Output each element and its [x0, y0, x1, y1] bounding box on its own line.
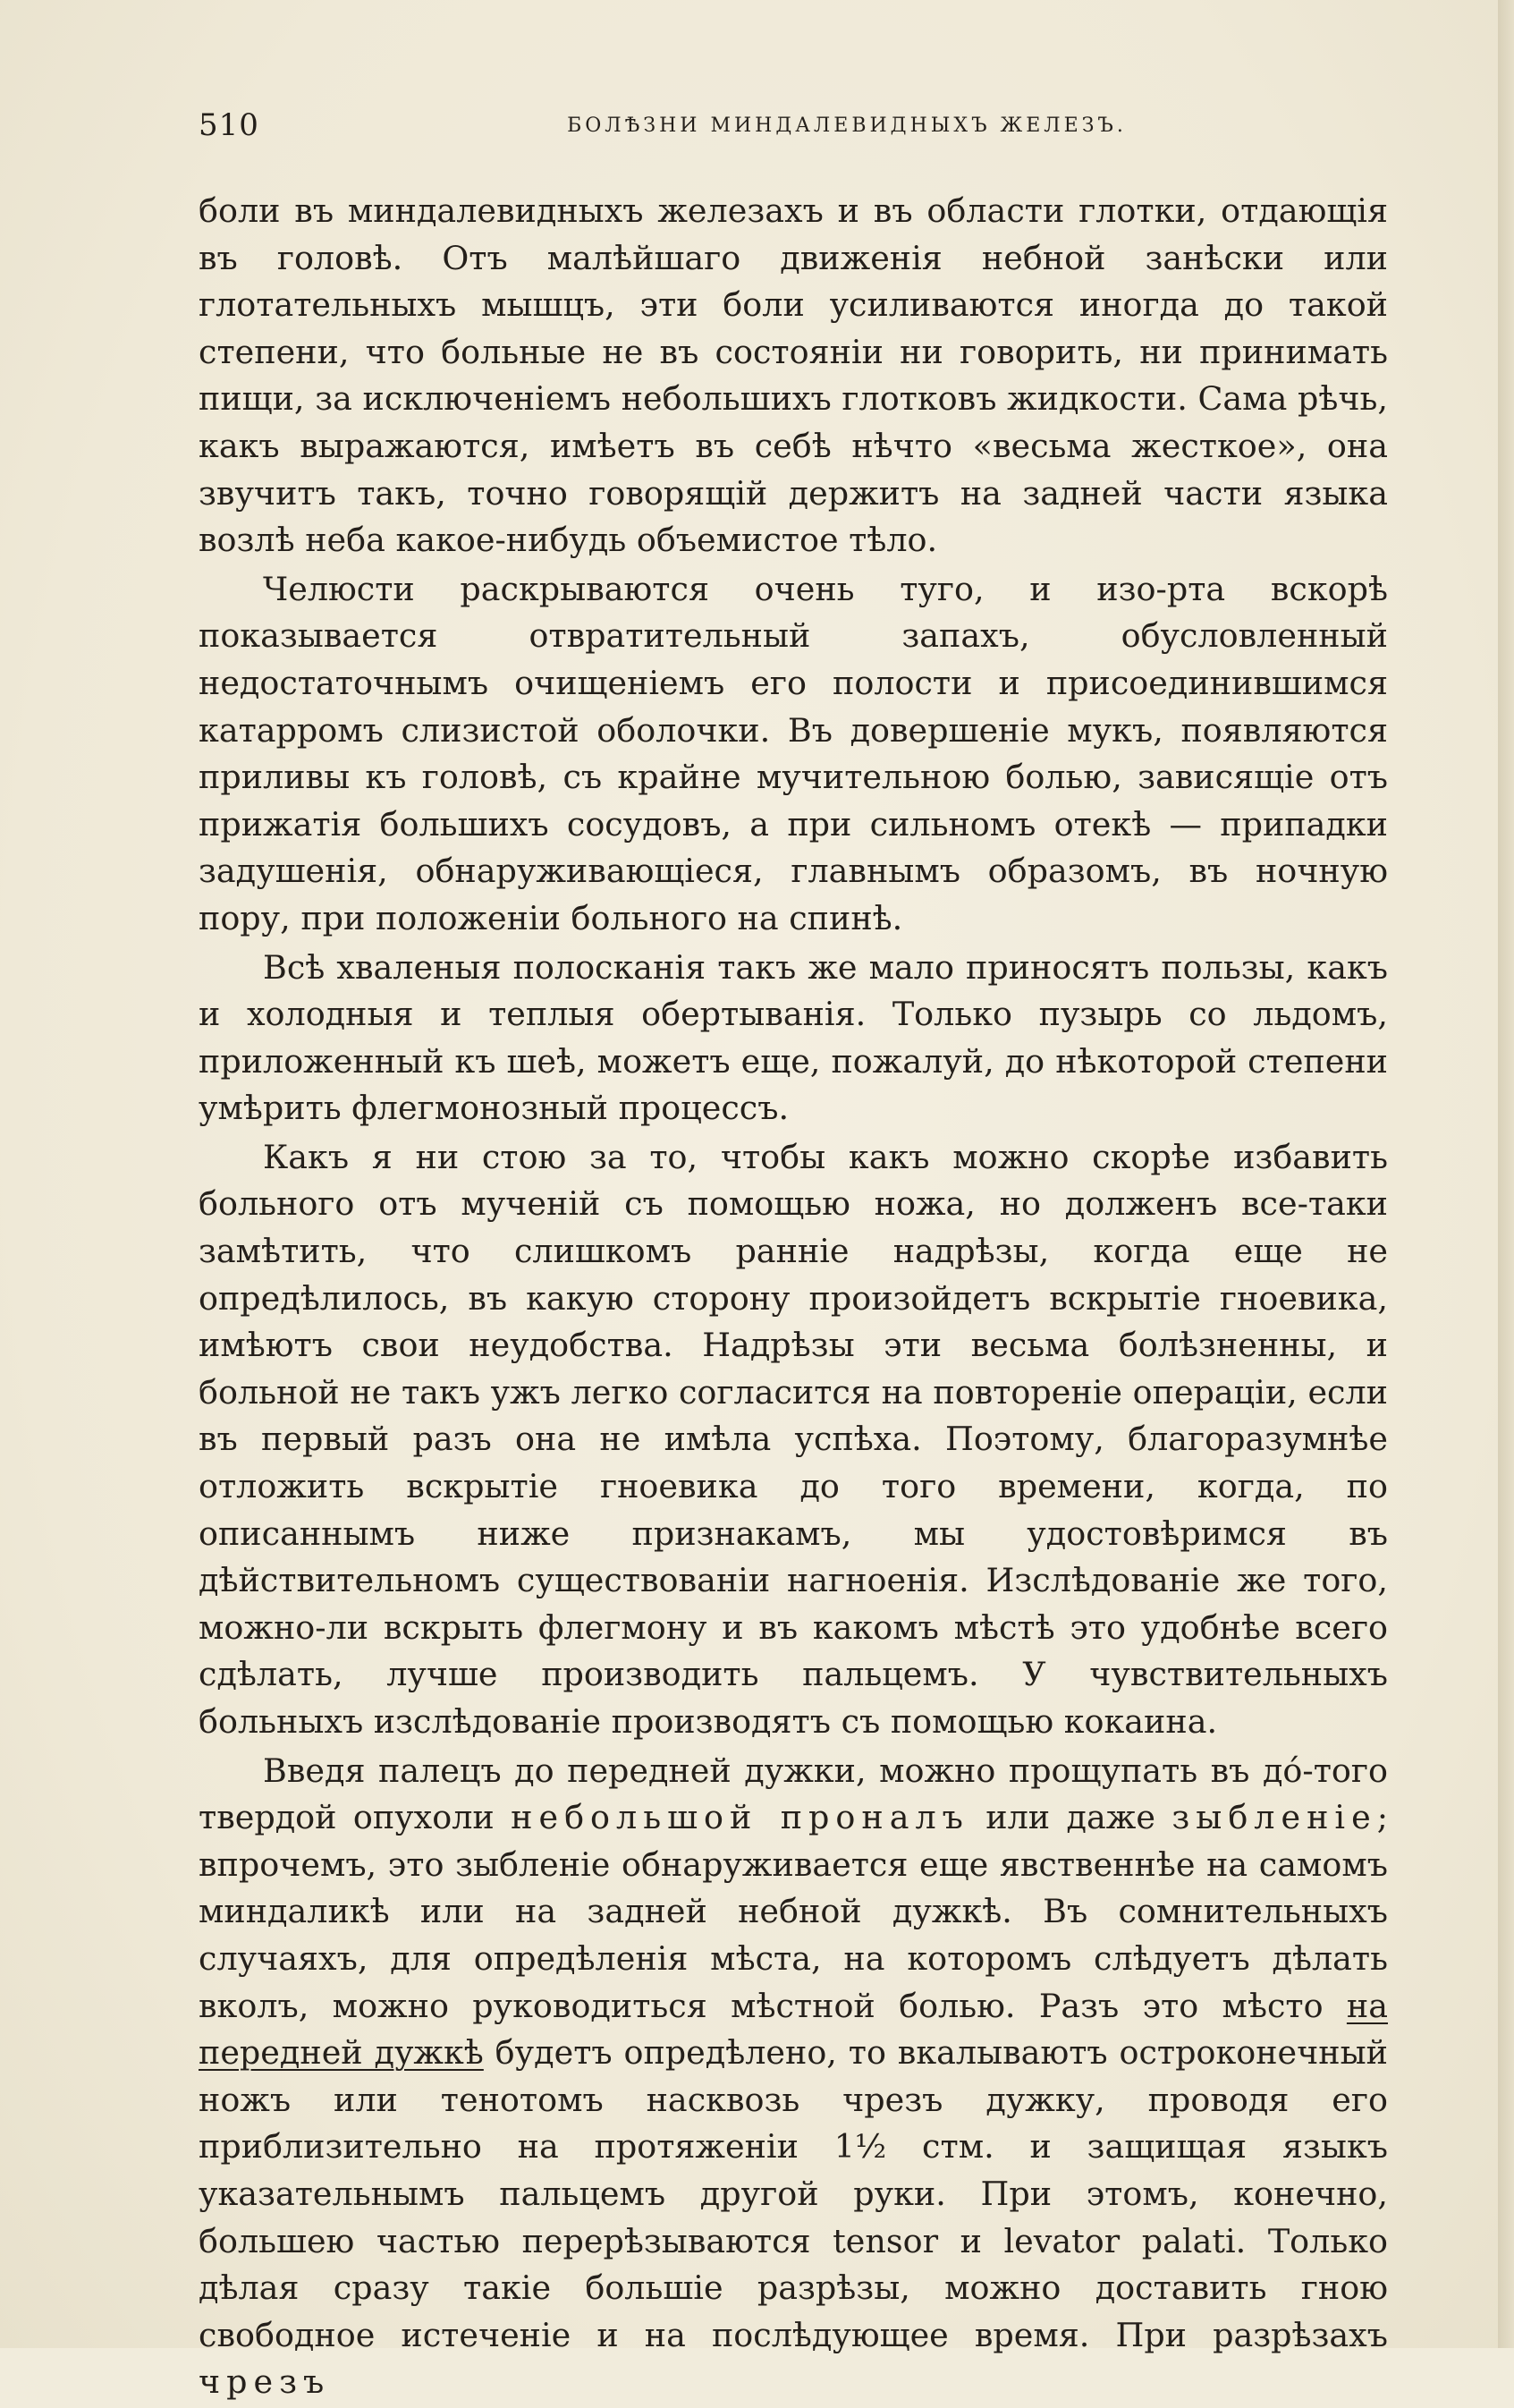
emphasis-spaced-1: небольшой проналъ [511, 1798, 969, 1837]
page-header [199, 107, 1388, 152]
paragraph-2: Челюсти раскрываются очень туго, и изо-рта вскорѣ показывается отвратительный запахъ, обусловленный недостаточнымъ очищеніемъ его полости и присоединившимся катарромъ слизистой оболочки. Въ довершеніе мукъ, появляются приливы къ головѣ, съ крайне мучительною болью, зависящіе отъ прижатія большихъ сосудовъ, а при сильномъ отекѣ — припадки задушенія, обнаруживающіеся, главнымъ образомъ, въ ночную пору, при положеніи больного на спинѣ. [199, 569, 1388, 937]
paragraph-4: Какъ я ни стою за то, чтобы какъ можно скорѣе избавить больного отъ мученій съ помощью ножа, но долженъ все-таки замѣтить, что слишкомъ ранніе надрѣзы, когда еще не опредѣлилось, въ какую сторону произойдетъ вскрытіе гноевика, имѣютъ свои неудобства. Надрѣзы эти весьма болѣзненны, и больной не такъ ужъ легко согласится на повтореніе операціи, если въ первый разъ она не имѣла успѣха. Поэтому, благоразумнѣе отложить вскрытіе гноевика до того времени, когда, по описаннымъ ниже признакамъ, мы удостовѣримся въ дѣйствительномъ существованіи нагноенія. Изслѣдованіе же того, можно-ли вскрыть флегмону и въ какомъ мѣстѣ это удобнѣе всего сдѣлать, лучше производить пальцемъ. У чувствительныхъ больныхъ изслѣдованіе производятъ съ помощью кокаина. [199, 1137, 1388, 1741]
page-edge [1498, 0, 1514, 2348]
running-title: БОЛѢЗНИ МИНДАЛЕВИДНЫХЪ ЖЕЛЕЗЪ. [567, 114, 1127, 137]
page-body [199, 188, 1388, 2408]
emphasis-spaced-3: чрезъ [199, 2362, 331, 2402]
page-number: 510 [199, 107, 259, 143]
paragraph-5-text-2: или даже [968, 1798, 1172, 1837]
paragraph-5-text-3: ; впрочемъ, это зыбленіе обнаруживается еще явственнѣе на самомъ миндаликѣ или на задней небной дужкѣ. Въ сомнительныхъ случаяхъ, для опредѣленія мѣста, на которомъ слѣдуетъ дѣлать вколъ, можно руководиться мѣстной болью. Разъ это мѣсто [199, 1798, 1388, 2025]
paragraph-1: боли въ миндалевидныхъ железахъ и въ области глотки, отдающія въ головѣ. Отъ малѣйшаго движенія небной занѣски или глотательныхъ мышцъ, эти боли усиливаются иногда до такой степени, что больные не въ состояніи ни говорить, ни принимать пищи, за исключеніемъ небольшихъ глотковъ жидкости. Сама рѣчь, какъ выражаются, имѣетъ въ себѣ нѣчто «весьма жесткое», она звучитъ такъ, точно говорящій держитъ на задней части языка возлѣ неба какое-нибудь объемистое тѣло. [199, 191, 1388, 560]
paragraph-5-text-1: Введя палецъ до передней дужки, можно прощупать въ до́-того твердой опухоли [199, 1751, 1388, 1837]
paragraph-3: Всѣ хваленыя полосканія такъ же мало приносятъ пользы, какъ и холодныя и теплыя обертыванія. Только пузырь со льдомъ, приложенный къ шеѣ, можетъ еще, пожалуй, до нѣкоторой степени умѣрить флегмонозный процессъ. [199, 947, 1388, 1128]
emphasis-spaced-2: зыбленіе [1171, 1798, 1377, 1837]
underlined-phrase: на передней дужкѣ [199, 1986, 1388, 2073]
paragraph-5-text-4: будетъ опредѣлено, то вкалываютъ остроконечный ножъ или тенотомъ насквозь чрезъ дужку, проводя его приблизительно на протяженіи 1½ стм. и защищая языкъ указательнымъ пальцемъ другой руки. При этомъ, конечно, большею частью перерѣзываются tensor и levator palati. Только дѣлая сразу такіе большіе разрѣзы, можно доставить гною свободное истеченіе и на послѣдующее время. При разрѣзахъ [199, 2033, 1388, 2354]
paragraph-5 [199, 1748, 1388, 2406]
